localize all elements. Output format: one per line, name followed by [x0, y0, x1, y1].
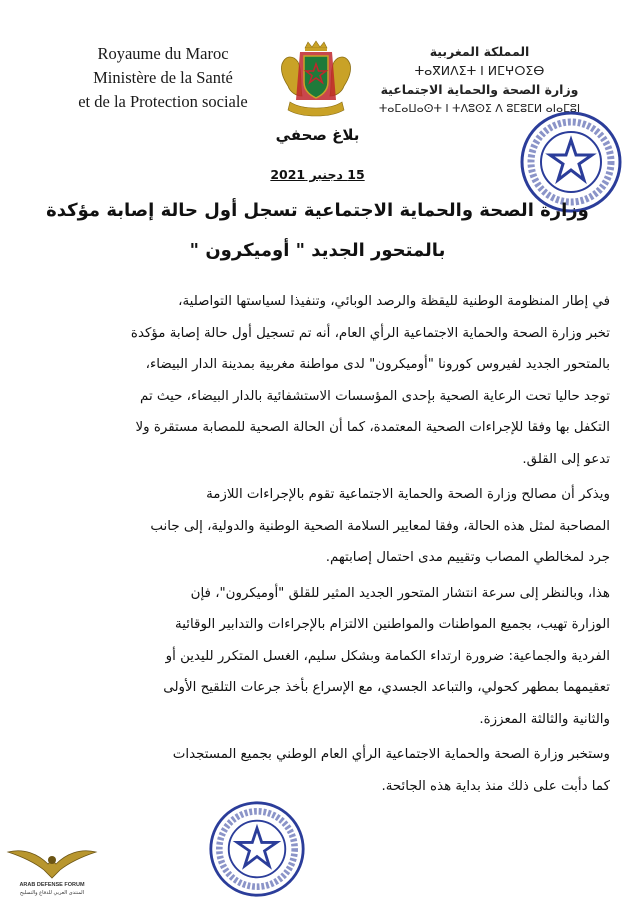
body-line: في إطار المنظومة الوطنية لليقظة والرصد الوبائي، وتنفيذا لسياستها التواصلية،: [178, 294, 610, 309]
headline-line: وزارة الصحة والحماية الاجتماعية تسجل أول حالة إصابة مؤكدة: [46, 200, 589, 221]
eagle-icon: [4, 838, 100, 882]
header-fr-line: Ministère de la Santé: [93, 68, 233, 87]
body-line: تدعو إلى القلق.: [522, 451, 610, 467]
forum-watermark-logo: [4, 838, 100, 898]
paragraph: [30, 739, 610, 802]
body-line: التكفل بها وفقا للإجراءات الصحية المعتمدة، كما أن الحالة الصحية للمصابة مستقرة ولا: [135, 420, 610, 435]
body-text: [30, 286, 610, 802]
header-fr-line: Royaume du Maroc: [97, 44, 229, 63]
body-line: والثانية والثالثة المعززة.: [479, 711, 610, 727]
header-tifinagh-line: ⵜⴰⴳⵍⴷⵉⵜ ⵏ ⵍⵎⵖⵔⵉⴱ: [414, 63, 545, 78]
body-line: كما دأبت على ذلك منذ بداية هذه الجائحة.: [381, 778, 610, 794]
header-ar-line: وزارة الصحة والحماية الاجتماعية: [380, 82, 579, 97]
body-line: المصاحبة لمثل هذه الحالة، وفقا لمعايير السلامة الصحية الوطنية والدولية، إلى جانب: [150, 518, 610, 534]
press-release-date: 15 دجنبر 2021: [270, 167, 365, 182]
body-line: ويذكر أن مصالح وزارة الصحة والحماية الاجتماعية تقوم بالإجراءات اللازمة: [206, 487, 610, 502]
body-line: جرد لمخالطي المصاب وتقييم مدى احتمال إصابتهم.: [325, 550, 610, 565]
paragraph: [30, 578, 610, 736]
coat-of-arms-icon: [272, 40, 360, 120]
official-stamp-icon: [208, 800, 306, 898]
body-line: توجد حاليا تحت الرعاية الصحية بإحدى المؤسسات الاستشفائية بالدار البيضاء، حيث تم: [140, 388, 610, 404]
headline-line: بالمتحور الجديد " أوميكرون ": [189, 240, 446, 261]
press-release-title: بلاغ صحفي: [275, 126, 360, 144]
header-tifinagh-line: ⵜⴰⵎⴰⵡⴰⵙⵜ ⵏ ⵜⴷⵓⵙⵉ ⴷ ⵓⵎⵓⵎⵍ ⴰⵏⴰⵎⵓⵏ: [378, 102, 581, 115]
body-line: الفردية والجماعية: ضرورة ارتداء الكمامة وبشكل سليم، الغسل المتكرر لليدين أو: [165, 648, 610, 664]
header-ar-line: المملكة المغربية: [429, 44, 530, 59]
header-arabic: [352, 42, 607, 118]
body-line: بالمتحور الجديد لفيروس كورونا "أوميكرون" لدى مواطنة مغربية بمدينة الدار البيضاء،: [145, 357, 610, 372]
body-line: تخبر وزارة الصحة والحماية الاجتماعية الرأي العام، أنه تم تسجيل أول حالة إصابة مؤكدة: [130, 325, 610, 341]
body-line: وستخبر وزارة الصحة والحماية الاجتماعية الرأي العام الوطني بجميع المستجدات: [172, 747, 610, 762]
paragraph: [30, 286, 610, 475]
header-french: [58, 42, 268, 114]
body-line: الوزارة تهيب، بجميع المواطنات والمواطنين الالتزام بالإجراءات والتدابير الوقائية: [175, 617, 610, 632]
paragraph: [30, 479, 610, 574]
body-line: هذا، وبالنظر إلى سرعة انتشار المتحور الجديد المثير للقلق "أوميكرون"، فإن: [190, 585, 610, 601]
header-fr-line: et de la Protection sociale: [78, 92, 248, 111]
body-line: تعقيمهما بمطهر كحولي، والتباعد الجسدي، مع الإسراع بأخذ جرعات التلقيح الأولى: [163, 680, 610, 695]
forum-subtitle: المنتدى العربي للدفاع والتسليح: [19, 890, 85, 896]
forum-name: ARAB DEFENSE FORUM: [19, 882, 85, 888]
